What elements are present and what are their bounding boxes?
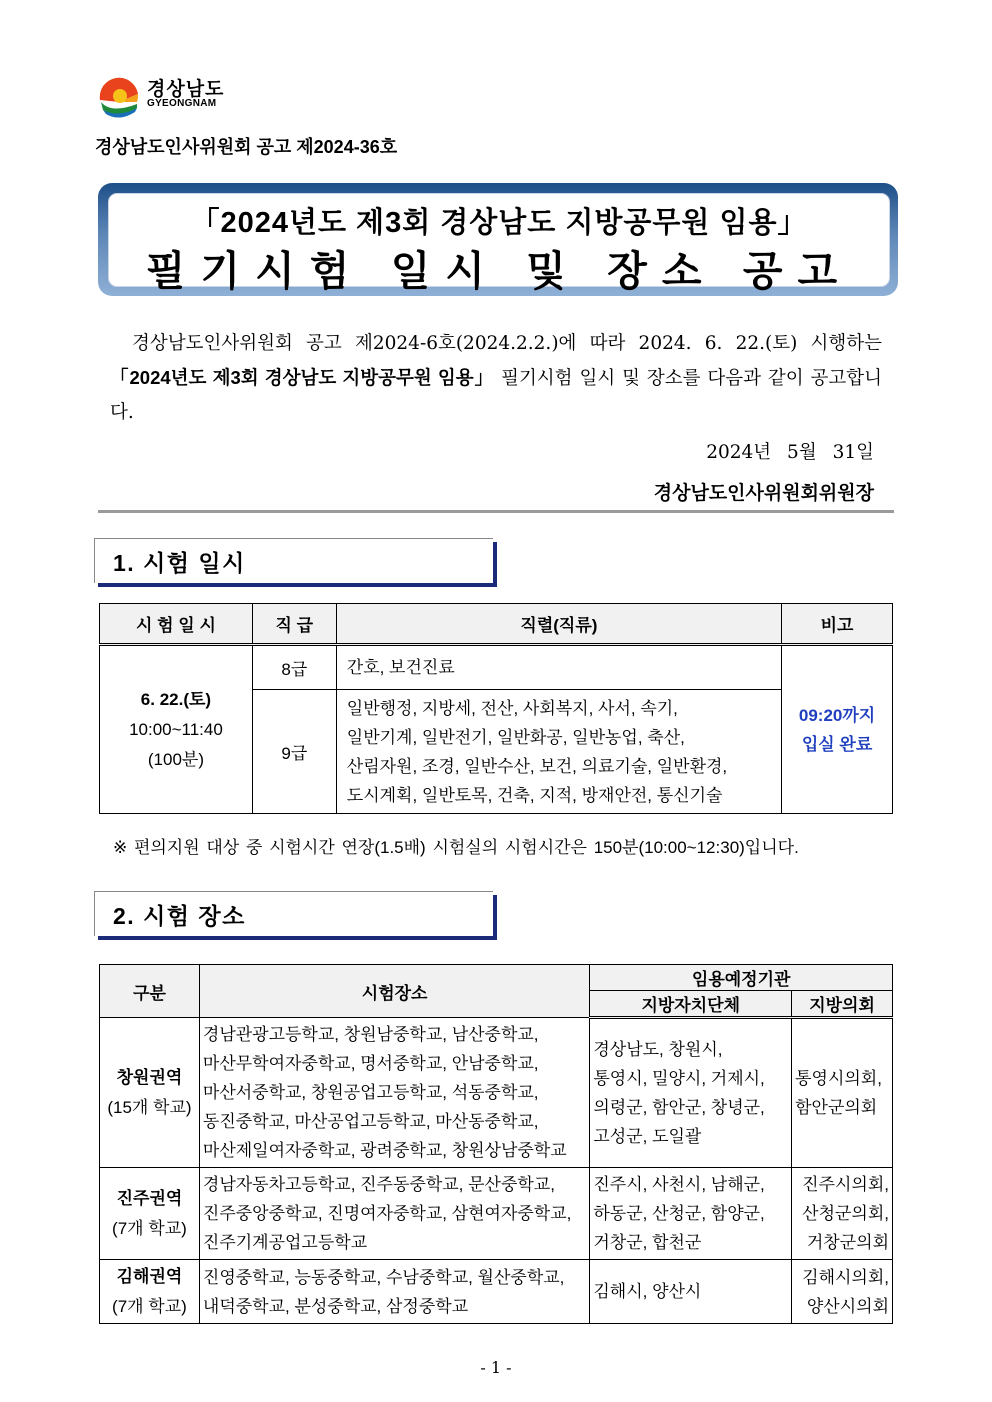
time-extension-note: ※ 편의지원 대상 중 시험시간 연장(1.5배) 시험실의 시험시간은 150분(10:00~12:30)입니다. — [113, 838, 799, 857]
place-line: 경남자동차고등학교, 진주동중학교, 문산중학교, — [202, 1175, 555, 1194]
exam-time: 10:00~11:40 — [129, 719, 223, 739]
job-line: 산림자원, 조경, 일반수산, 보건, 의료기술, 일반환경, — [346, 756, 728, 776]
grade-cell: 8급 — [252, 645, 336, 690]
divider — [98, 510, 894, 513]
exam-duration: (100분) — [147, 749, 204, 769]
header-council: 지방의회 — [792, 991, 893, 1018]
place-cell — [199, 1168, 589, 1260]
region-school-count: (15개 학교) — [107, 1097, 192, 1117]
exam-location-table — [99, 964, 893, 1324]
region-name: 진주권역 — [116, 1188, 183, 1208]
region-school-count: (7개 학교) — [112, 1296, 187, 1316]
region-name: 김해권역 — [116, 1266, 183, 1286]
place-line: 마산서중학교, 창원공업고등학교, 석동중학교, — [202, 1083, 539, 1102]
remark-line1: 09:20까지 — [798, 705, 876, 725]
local-gov-cell — [590, 1260, 792, 1324]
job-series-cell — [336, 690, 781, 814]
place-line: 진주기계공업고등학교 — [202, 1233, 368, 1252]
job-line: 간호, 보건진료 — [346, 658, 455, 677]
header-job-series: 직렬(직류) — [336, 604, 781, 645]
local-gov-cell — [590, 1018, 792, 1168]
local-gov-line: 통영시, 밀양시, 거제시, — [593, 1069, 765, 1088]
section2-heading — [94, 891, 493, 936]
gyeongnam-emblem-icon — [97, 72, 141, 118]
place-line: 경남관광고등학교, 창원남중학교, 남산중학교, — [202, 1025, 539, 1044]
place-line: 마산제일여자중학교, 광려중학교, 창원상남중학교 — [202, 1141, 567, 1160]
header-place: 시험장소 — [199, 965, 589, 1018]
intro-text-1: 경상남도인사위원회 공고 제2024-6호(2024.2.2.)에 따라 2024. 6. 22.(토) 시행하는 — [132, 333, 882, 354]
council-line: 함안군의회 — [795, 1098, 878, 1117]
council-line: 거창군의회 — [806, 1233, 889, 1252]
section1-heading — [94, 538, 493, 583]
local-gov-line: 경상남도, 창원시, — [593, 1040, 723, 1059]
council-line: 산청군의회, — [802, 1204, 889, 1223]
job-line: 일반행정, 지방세, 전산, 사회복지, 사서, 속기, — [346, 698, 678, 718]
council-cell — [792, 1168, 893, 1260]
place-line: 동진중학교, 마산공업고등학교, 마산동중학교, — [202, 1112, 539, 1131]
header-grade: 직 급 — [252, 604, 336, 645]
committee-chair: 경상남도인사위원회위원장 — [653, 483, 874, 504]
remark-line2: 입실 완료 — [801, 734, 873, 754]
header-agency: 임용예정기관 — [590, 965, 893, 991]
local-gov-line: 고성군, 도일괄 — [593, 1127, 702, 1146]
grade-cell: 9급 — [252, 690, 336, 814]
region-school-count: (7개 학교) — [112, 1218, 187, 1238]
title-banner-inner — [108, 193, 890, 294]
header-local-gov: 지방자치단체 — [590, 991, 792, 1018]
place-cell — [199, 1018, 589, 1168]
job-line: 일반기계, 일반전기, 일반화공, 일반농업, 축산, — [346, 727, 685, 747]
header-exam-datetime: 시 험 일 시 — [100, 604, 253, 645]
logo — [97, 72, 227, 118]
notice-number: 경상남도인사위원회 공고 제2024-36호 — [95, 137, 398, 157]
council-line: 통영시의회, — [795, 1069, 882, 1088]
header-remark: 비고 — [782, 604, 893, 645]
region-cell — [100, 1018, 200, 1168]
council-line: 양산시의회 — [806, 1296, 889, 1316]
page-number: - 1 - — [480, 1358, 512, 1377]
place-line: 진영중학교, 능동중학교, 수남중학교, 월산중학교, — [202, 1267, 565, 1287]
exam-schedule-table — [99, 603, 893, 814]
logo-text-korean: 경상남도 — [147, 79, 225, 100]
place-line: 마산무학여자중학교, 명서중학교, 안남중학교, — [202, 1054, 539, 1073]
council-cell — [792, 1018, 893, 1168]
council-line: 김해시의회, — [802, 1267, 889, 1287]
section1-title: 1. 시험 일시 — [113, 550, 246, 576]
local-gov-line: 김해시, 양산시 — [593, 1282, 702, 1301]
banner-title-line1: 「2024년도 제3회 경상남도 지방공무원 임용」 — [190, 207, 808, 239]
banner-title-line2: 필기시험 일시 및 장소 공고 — [145, 248, 853, 294]
exam-datetime-cell — [100, 645, 253, 814]
place-line: 진주중앙중학교, 진명여자중학교, 삼현여자중학교, — [202, 1204, 572, 1223]
remark-cell — [782, 645, 893, 814]
council-cell — [792, 1260, 893, 1324]
region-cell — [100, 1260, 200, 1324]
section2-title: 2. 시험 장소 — [113, 903, 246, 929]
logo-text-english: GYEONGNAM — [147, 98, 217, 109]
job-series-cell — [336, 645, 781, 690]
place-cell — [199, 1260, 589, 1324]
local-gov-cell — [590, 1168, 792, 1260]
local-gov-line: 하동군, 산청군, 함양군, — [593, 1204, 765, 1223]
local-gov-line: 의령군, 함안군, 창녕군, — [593, 1098, 765, 1117]
notice-date: 2024년 5월 31일 — [706, 442, 874, 463]
region-name: 창원권역 — [116, 1067, 183, 1087]
exam-date: 6. 22.(토) — [140, 689, 212, 709]
job-line: 도시계획, 일반토목, 건축, 지적, 방재안전, 통신기술 — [346, 785, 723, 805]
intro-bold-title: 「2024년도 제3회 경상남도 지방공무원 임용」 — [110, 367, 495, 388]
title-banner — [98, 183, 898, 296]
local-gov-line: 거창군, 합천군 — [593, 1233, 702, 1252]
local-gov-line: 진주시, 사천시, 남해군, — [593, 1175, 765, 1194]
intro-paragraph — [110, 327, 882, 430]
intro-text-2: 필기시험 일시 및 장소를 다음과 같이 공고합니다. — [110, 368, 882, 423]
region-cell — [100, 1168, 200, 1260]
place-line: 내덕중학교, 분성중학교, 삼정중학교 — [202, 1296, 469, 1316]
council-line: 진주시의회, — [802, 1175, 889, 1194]
header-region: 구분 — [100, 965, 200, 1018]
